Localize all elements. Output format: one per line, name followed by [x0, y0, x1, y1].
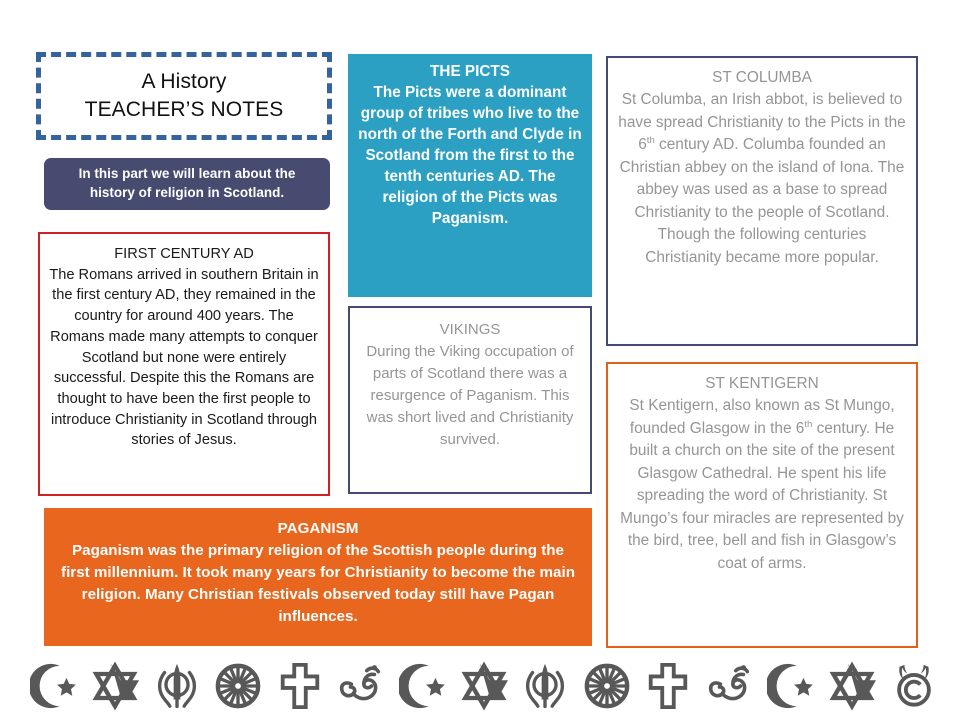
dharma-wheel-icon [212, 659, 264, 713]
note-st-columba [606, 56, 918, 346]
note-first-century-ad [38, 232, 330, 496]
note-body-part-2: century AD. Columba founded an Christian abbey on the island of Iona. The abbey was used as a base to spread Christianity to the people of Scotland. Though the following centuries Christianity became more popular. [619, 136, 905, 266]
om-icon [704, 659, 756, 713]
note-body: The Picts were a dominant group of tribes who live to the north of the Forth and Clyde in Scotland from the first to the tenth centuries AD. The religion of the Picts was Paganism. [358, 83, 582, 227]
latin-cross-icon [274, 659, 326, 713]
star-and-crescent-icon [28, 659, 80, 713]
ordinal-suffix: th [646, 135, 655, 147]
intro-banner-text: In this part we will learn about the history of religion in Scotland. [78, 166, 296, 200]
page-title-line-1: A History [141, 70, 227, 94]
note-heading: VIKINGS [439, 321, 501, 338]
religious-symbols-strip [28, 655, 940, 717]
note-heading: FIRST CENTURY AD [114, 246, 254, 262]
khanda-icon [519, 659, 571, 713]
note-st-kentigern [606, 362, 918, 648]
note-the-picts [348, 54, 592, 297]
note-body [618, 395, 906, 575]
antlered-copyright-logo-icon [888, 659, 940, 713]
latin-cross-icon [642, 659, 694, 713]
intro-banner [44, 158, 330, 210]
note-body-part-1: St Columba, an Irish abbot, is believed to have spread Christianity to the Picts in the 6 [618, 91, 906, 154]
note-heading: PAGANISM [277, 520, 359, 537]
note-vikings [348, 306, 592, 494]
star-and-crescent-icon [765, 659, 817, 713]
star-of-david-icon [458, 659, 510, 713]
title-card [36, 52, 332, 140]
note-body: During the Viking occupation of parts of Scotland there was a resurgence of Paganism. This was short lived and Christianity survived. [366, 343, 574, 449]
dharma-wheel-icon [581, 659, 633, 713]
star-and-crescent-icon [397, 659, 449, 713]
note-heading: ST COLUMBA [712, 69, 812, 86]
note-body [618, 89, 906, 269]
note-heading: ST KENTIGERN [705, 375, 819, 392]
note-body-part-2: century. He built a church on the site of the present Glasgow Cathedral. He spent his life spreading the word of Christianity. St Mungo’s four miracles are represented by the bird, tree, bell and fish in Glasgow’s coat of arms. [620, 419, 904, 572]
star-of-david-icon [89, 659, 141, 713]
note-paganism [44, 508, 592, 646]
star-of-david-icon [826, 659, 878, 713]
note-body: The Romans arrived in southern Britain in the first century AD, they remained in the country for around 400 years. The Romans made many attempts to conquer Scotland but none were entirely successful. Despite this the Romans are thought to have been the first people to introduce Christianity in Scotland through stories of Jesus. [49, 266, 319, 449]
ordinal-suffix: th [804, 418, 813, 430]
note-body: Paganism was the primary religion of the Scottish people during the first millennium. It took many years for Christianity to become the main religion. Many Christian festivals observed today still have Pagan influences. [61, 541, 575, 625]
om-icon [335, 659, 387, 713]
khanda-icon [151, 659, 203, 713]
note-body-part-1: St Kentigern, also known as St Mungo, founded Glasgow in the 6 [629, 397, 895, 437]
note-heading: THE PICTS [430, 63, 510, 80]
page-title-line-2: TEACHER’S NOTES [84, 98, 284, 121]
